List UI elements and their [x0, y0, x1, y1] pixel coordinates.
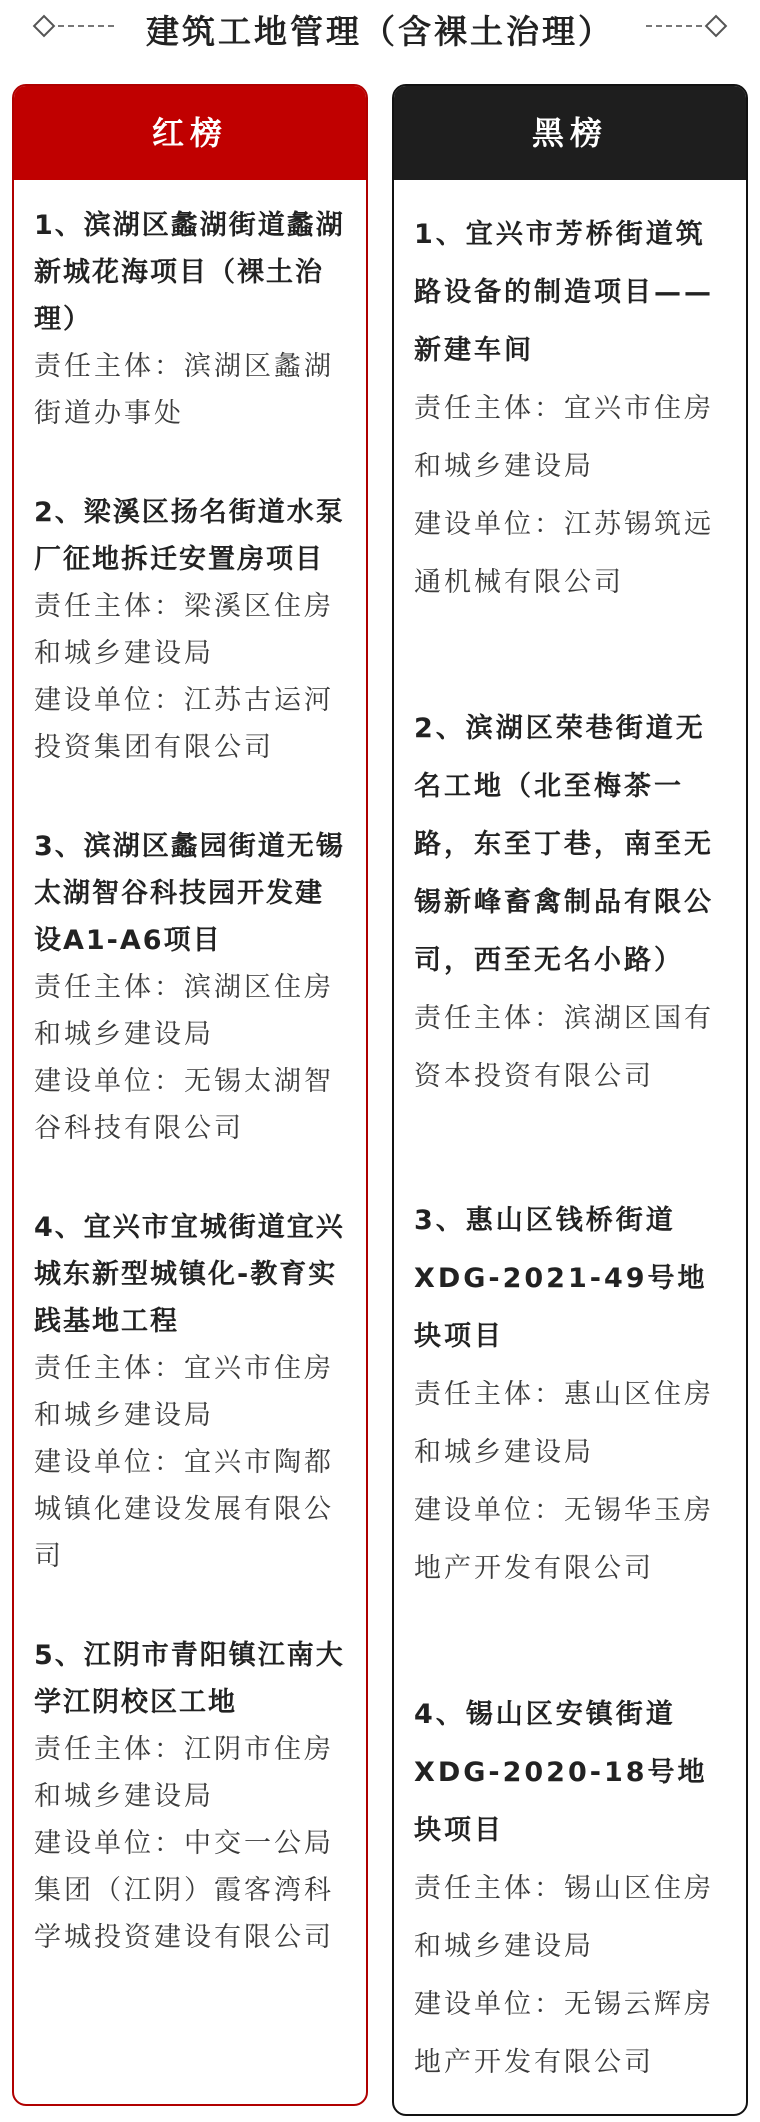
responsible-party: 责任主体：宜兴市住房和城乡建设局: [414, 393, 714, 482]
project-name: 2、梁溪区扬名街道水泵厂征地拆迁安置房项目: [34, 497, 345, 575]
project-name: 5、江阴市青阳镇江南大学江阴校区工地: [34, 1640, 345, 1718]
construction-unit: 建设单位：宜兴市陶都城镇化建设发展有限公司: [34, 1447, 334, 1572]
red-list-item: [34, 489, 346, 771]
black-list-panel: [392, 84, 748, 2116]
red-list-item: [34, 1632, 346, 1961]
responsible-party: 责任主体：江阴市住房和城乡建设局: [34, 1734, 334, 1812]
construction-unit: 建设单位：中交一公局集团（江阴）霞客湾科学城投资建设有限公司: [34, 1828, 334, 1953]
red-list-panel: [12, 84, 368, 2106]
construction-unit: 建设单位：无锡太湖智谷科技有限公司: [34, 1066, 334, 1144]
black-list-item: [414, 1686, 726, 2092]
responsible-party: 责任主体：滨湖区蠡湖街道办事处: [34, 351, 334, 429]
project-name: 1、宜兴市芳桥街道筑路设备的制造项目——新建车间: [414, 219, 714, 366]
red-list-entries: [14, 180, 366, 1961]
red-list-heading: 红榜: [14, 86, 366, 180]
black-list-item: [414, 700, 726, 1106]
red-list-item: [34, 823, 346, 1152]
project-name: 3、惠山区钱桥街道XDG-2021-49号地块项目: [414, 1205, 708, 1352]
responsible-party: 责任主体：梁溪区住房和城乡建设局: [34, 591, 334, 669]
responsible-party: 责任主体：宜兴市住房和城乡建设局: [34, 1353, 334, 1431]
dashed-divider-right: [646, 25, 702, 27]
black-list-item: [414, 1192, 726, 1598]
construction-unit: 建设单位：江苏锡筑远通机械有限公司: [414, 509, 714, 598]
responsible-party: 责任主体：滨湖区国有资本投资有限公司: [414, 1003, 714, 1092]
project-name: 4、宜兴市宜城街道宜兴城东新型城镇化-教育实践基地工程: [34, 1212, 345, 1337]
project-name: 4、锡山区安镇街道XDG-2020-18号地块项目: [414, 1699, 708, 1846]
construction-unit: 建设单位：无锡华玉房地产开发有限公司: [414, 1495, 714, 1584]
construction-unit: 建设单位：江苏古运河投资集团有限公司: [34, 685, 334, 763]
responsible-party: 责任主体：滨湖区住房和城乡建设局: [34, 972, 334, 1050]
red-list-item: [34, 202, 346, 437]
project-name: 3、滨湖区蠡园街道无锡太湖智谷科技园开发建设A1-A6项目: [34, 831, 345, 956]
responsible-party: 责任主体：锡山区住房和城乡建设局: [414, 1873, 714, 1962]
construction-unit: 建设单位：无锡云辉房地产开发有限公司: [414, 1989, 714, 2078]
project-name: 2、滨湖区荣巷街道无名工地（北至梅茶一路，东至丁巷，南至无锡新峰畜禽制品有限公司，西至无名小路）: [414, 713, 714, 976]
responsible-party: 责任主体：惠山区住房和城乡建设局: [414, 1379, 714, 1468]
red-list-item: [34, 1204, 346, 1580]
black-list-entries: [394, 180, 746, 2092]
page-header: [0, 0, 760, 64]
black-list-item: [414, 206, 726, 612]
page-title: 建筑工地管理（含裸土治理）: [146, 12, 614, 51]
project-name: 1、滨湖区蠡湖街道蠡湖新城花海项目（裸土治理）: [34, 210, 345, 335]
black-list-heading: 黑榜: [394, 86, 746, 180]
